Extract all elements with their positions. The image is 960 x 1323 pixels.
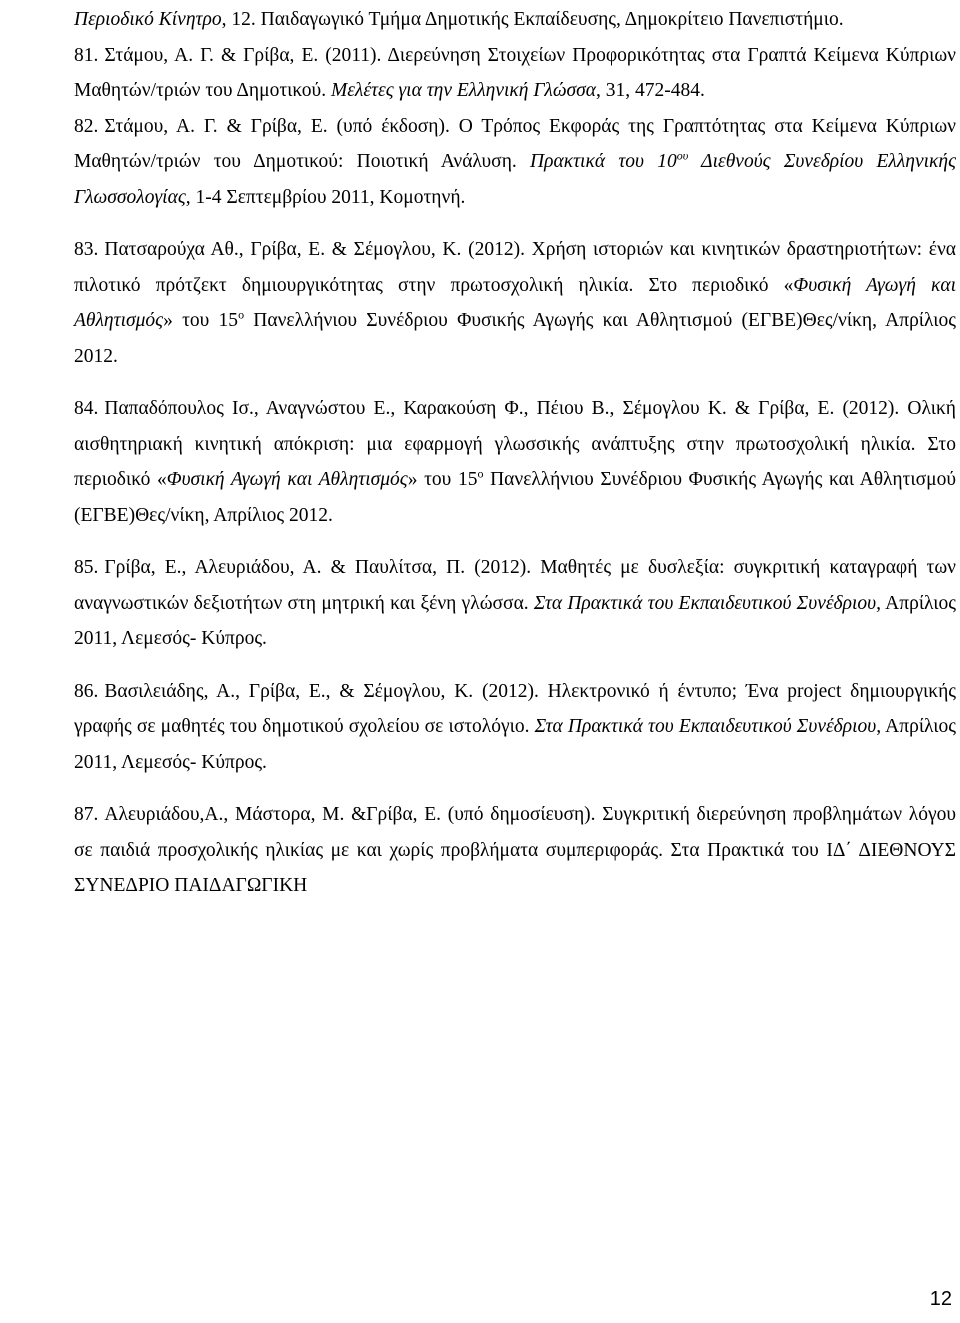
reference-number: 87. — [74, 804, 99, 825]
reference-text: » του 15 — [407, 469, 478, 490]
reference-text: Γρίβα, Ε., Αλευριάδου, Α. & Παυλίτσα, Π. (2012). Μαθητές με δυσλεξία: συγκριτική καταγραφή των αναγνωστικών δεξιοτήτων στη μητρική και ξένη γλώσσα. — [74, 557, 956, 614]
reference-text: ο — [238, 307, 245, 322]
reference-text: , 12. Παιδαγωγικό Τμήμα Δημοτικής Εκπαίδευσης, Δημοκρίτειο Πανεπιστήμιο. — [221, 9, 844, 30]
reference-text: Στάμου, Α. Γ. & Γρίβα, Ε. (υπό έκδοση). Ο Τρόπος Εκφοράς της Γραπτότητας στα Κείμενα Κύπριων Μαθητών/τριών του Δημοτικού: Ποιοτική Ανάλυση. — [74, 115, 956, 172]
reference-83 — [74, 232, 956, 374]
reference-italic-text: Μελέτες για την Ελληνική Γλώσσα — [330, 80, 596, 101]
reference-italic-text — [677, 149, 689, 163]
reference-italic-text: Περιοδικό Κίνητρο — [74, 9, 222, 30]
reference-text: Πανελλήνιου Συνέδριου Φυσικής Αγωγής και Αθλητισμού (ΕΓΒΕ)Θες/νίκη, Απρίλιος 2012. — [74, 469, 956, 526]
reference-81 — [74, 38, 956, 109]
reference-number: 83. — [74, 239, 99, 260]
reference-text: Παπαδόπουλος Ισ., Αναγνώστου Ε., Καρακούση Φ., Πέιου Β., Σέμογλου Κ. & Γρίβα, Ε. (2012). Ολική αισθητηριακή κινητική απόκριση: μια εφαρμογή γλωσσικής ανάπτυξης στην πρωτοσχολική ηλικία. Στο περιοδικό « — [74, 398, 956, 490]
reference-number: 85. — [74, 557, 99, 578]
reference-italic-text: Φυσική Αγωγή και Αθλητισμός — [74, 274, 956, 331]
reference-number: 81. — [74, 44, 99, 66]
page-number: 12 — [929, 1288, 952, 1310]
reference-82 — [74, 109, 956, 216]
reference-text: , 31, 472-484. — [595, 80, 705, 101]
reference-text: Πατσαρούχα Αθ., Γρίβα, Ε. & Σέμογλου, Κ. (2012). Χρήση ιστοριών και κινητικών δραστηριοτήτων: ένα πιλοτικό πρότζεκτ δημιουργικότητας στην πρωτοσχολική ηλικία. Στο περιοδικό « — [74, 239, 956, 296]
reference-italic-text: Φυσική Αγωγή και Αθλητισμός — [166, 469, 408, 490]
reference-text: ο — [477, 466, 484, 481]
reference-number: 86. — [74, 680, 99, 702]
reference-number: 84. — [74, 398, 99, 419]
reference-text: , 1-4 Σεπτεμβρίου 2011, Κομοτηνή. — [185, 186, 466, 208]
reference-text: Στάμου, Α. Γ. & Γρίβα, Ε. (2011). Διερεύνηση Στοιχείων Προφορικότητας στα Γραπτά Κείμενα Κύπριων Μαθητών/τριών του Δημοτικού. — [74, 44, 956, 101]
reference-text: Βασιλειάδης, Α., Γρίβα, Ε., & Σέμογλου, Κ. (2012). Ηλεκτρονικό ή έντυπο; Ένα project δημιουργικής γραφής σε μαθητές του δημοτικού σχολείου σε ιστολόγιο. — [74, 680, 956, 737]
reference-text: Αλευριάδου,Α., Μάστορα, Μ. &Γρίβα, Ε. (υπό δημοσίευση). Συγκριτική διερεύνηση προβλημάτων λόγου σε παιδιά προσχολικής ηλικίας με και χωρίς προβλήματα συμπεριφοράς. Στα Πρακτικά του ΙΔ΄ ΔΙΕΘΝΟΥΣ ΣΥΝΕΔΡΙΟ ΠΑΙΔΑΓΩΓΙΚΗ — [74, 804, 956, 896]
reference-italic-text: Πρακτικά του 10 — [530, 151, 677, 172]
reference-text: » του 15 — [163, 310, 239, 331]
reference-italic-text: Διεθνούς Συνεδρίου Ελληνικής Γλωσσολογίας — [74, 151, 956, 208]
reference-84 — [74, 391, 956, 533]
reference-87 — [74, 797, 956, 904]
reference-cont — [74, 2, 956, 38]
reference-text: Απρίλιος 2011, Λεμεσός- Κύπρος. — [74, 592, 956, 649]
reference-text: Πανελλήνιου Συνέδριου Φυσικής Αγωγής και Αθλητισμού (ΕΓΒΕ)Θες/νίκη, Απρίλιος 2012. — [74, 310, 956, 367]
reference-85 — [74, 550, 956, 657]
reference-text: Απρίλιος 2011, Λεμεσός- Κύπρος. — [74, 716, 956, 773]
reference-86 — [74, 674, 956, 781]
reference-list — [74, 2, 956, 921]
reference-italic-text: Στα Πρακτικά του Εκπαιδευτικού Συνέδριου, — [533, 592, 881, 614]
superscript-text: ου — [676, 148, 689, 163]
reference-number: 82. — [74, 115, 99, 137]
reference-italic-text: Στα Πρακτικά του Εκπαιδευτικού Συνέδριου, — [534, 716, 882, 737]
